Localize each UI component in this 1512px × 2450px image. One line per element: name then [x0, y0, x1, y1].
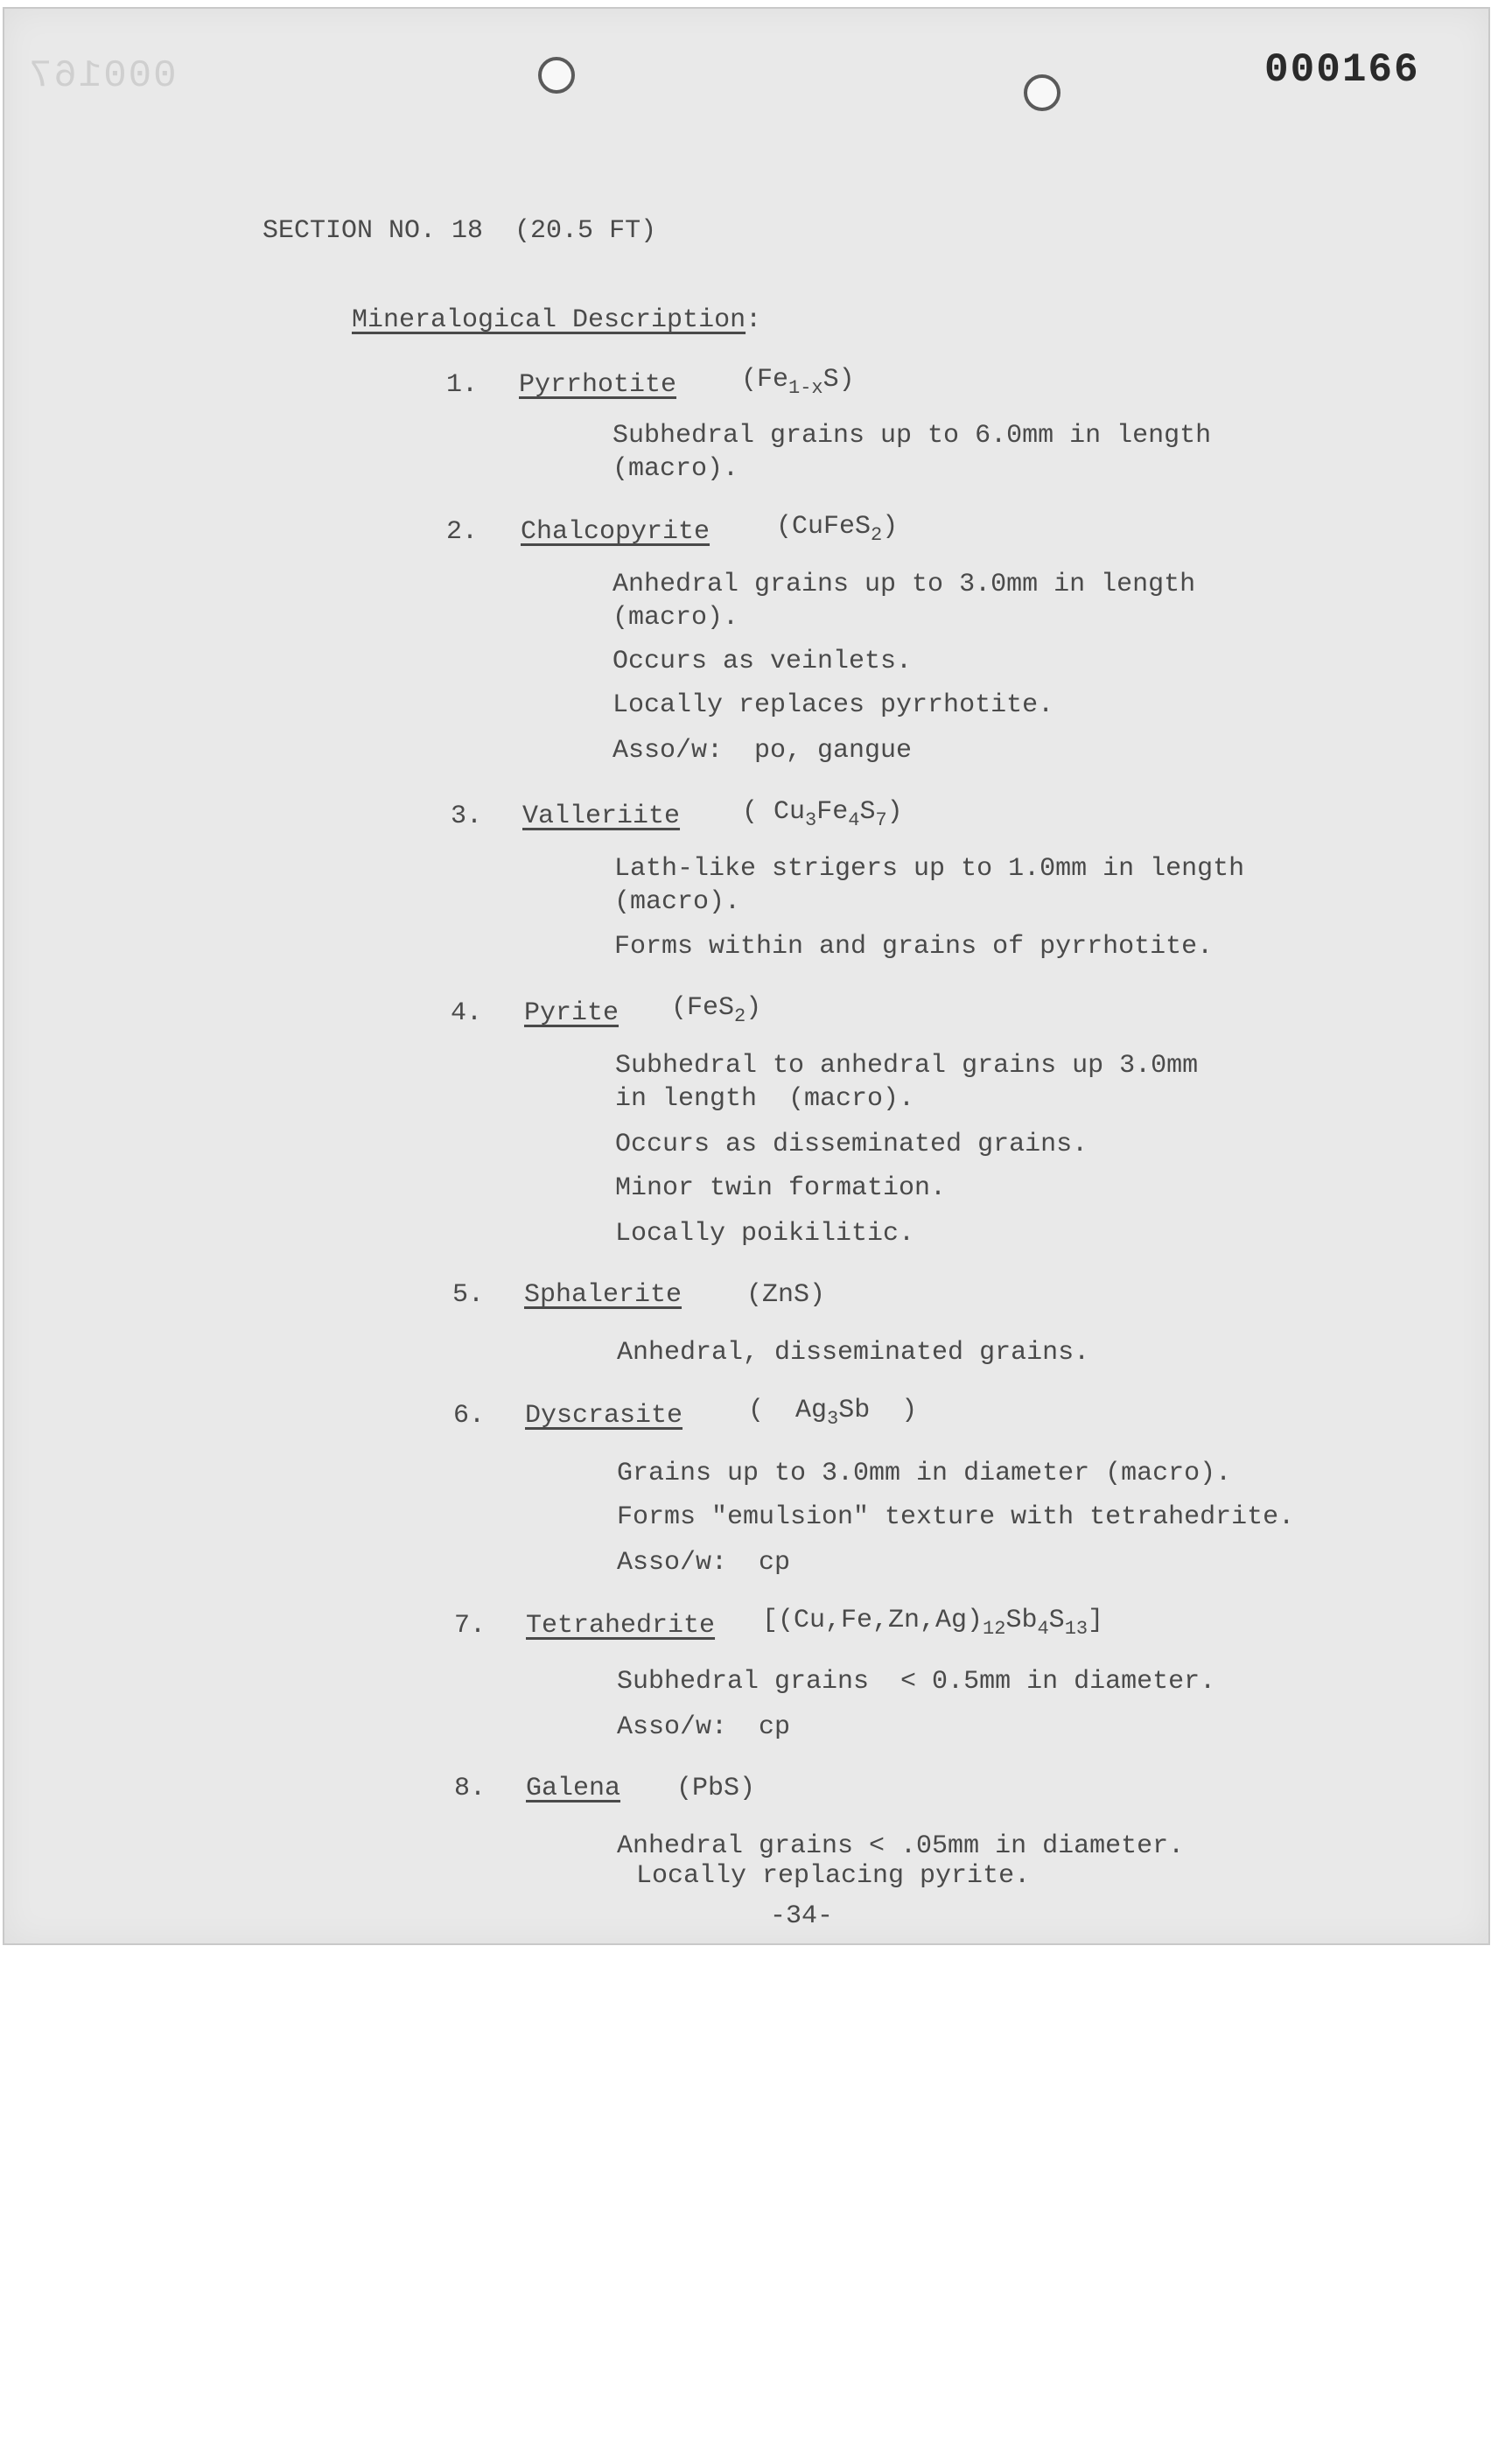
punch-hole-left — [538, 57, 575, 94]
mineral-4-line-3: Occurs as disseminated grains. — [615, 1130, 1088, 1159]
page-number: -34- — [770, 1901, 834, 1931]
mineral-3-name: Valleriite — [522, 802, 681, 831]
mineral-5-name: Sphalerite — [524, 1280, 682, 1310]
mineral-2-line-4: Locally replaces pyrrhotite. — [612, 690, 1054, 720]
mineral-1-number: 1. — [446, 370, 479, 400]
section-title: SECTION NO. 18 (20.5 FT) — [262, 216, 657, 246]
mineral-6-line-3: Asso/w: cp — [617, 1548, 791, 1578]
mineral-4-name: Pyrite — [524, 998, 620, 1028]
mineral-1-name: Pyrrhotite — [519, 370, 677, 400]
mineral-4-line-4: Minor twin formation. — [615, 1173, 947, 1203]
mineral-5-number: 5. — [452, 1280, 485, 1310]
mineral-8-line-2: Locally replacing pyrite. — [636, 1861, 1031, 1891]
mineral-4-line-1: Subhedral to anhedral grains up 3.0mm — [615, 1051, 1199, 1081]
mineral-4-line-2: in length (macro). — [615, 1084, 915, 1114]
mineral-1-formula: $(Fe_{1-x}S)$ — [741, 365, 855, 399]
document-number: 000166 — [1264, 47, 1420, 93]
mineral-3-line-2: (macro). — [614, 887, 741, 917]
mineral-2-number: 2. — [446, 517, 479, 547]
mineral-2-line-5: Asso/w: po, gangue — [612, 736, 913, 766]
heading-colon: : — [746, 305, 762, 335]
mineral-4-formula: (FeS$_2$) — [671, 993, 762, 1027]
mineral-3-number: 3. — [451, 802, 483, 831]
mineral-6-line-2: Forms "emulsion" texture with tetrahedrite. — [617, 1502, 1295, 1532]
mineral-7-name: Tetrahedrite — [526, 1611, 716, 1641]
mineral-7-number: 7. — [454, 1611, 486, 1641]
section-heading — [352, 304, 761, 336]
mineral-3-line-1: Lath-like strigers up to 1.0mm in length — [614, 854, 1245, 884]
mineral-2-name: Chalcopyrite — [521, 517, 710, 547]
mineral-2-formula: (CuFeS$_2$) — [776, 512, 899, 546]
mineral-3-formula: ( $Cu_3Fe_4S_7$) — [742, 797, 903, 831]
mineral-8-name: Galena — [526, 1774, 621, 1803]
mineral-5-formula: (ZnS) — [746, 1280, 826, 1310]
mineral-2-line-2: (macro). — [612, 603, 739, 633]
mineral-8-formula: (PbS) — [676, 1774, 756, 1803]
mineral-3-line-3: Forms within and grains of pyrrhotite. — [614, 932, 1214, 962]
mineral-8-line-1: Anhedral grains < .05mm in diameter. — [617, 1831, 1185, 1861]
mineral-7-line-1: Subhedral grains < 0.5mm in diameter. — [617, 1667, 1216, 1697]
mineral-2-line-1: Anhedral grains up to 3.0mm in length — [612, 570, 1196, 599]
mineral-4-number: 4. — [451, 998, 483, 1028]
mineral-6-line-1: Grains up to 3.0mm in diameter (macro). — [617, 1459, 1232, 1488]
mineral-7-formula: $[(Cu,Fe,Zn,Ag)_{12}Sb_4S_{13}]$ — [762, 1606, 1104, 1640]
bleed-through-number: 000167 — [27, 54, 177, 98]
heading-text: Mineralogical Description — [352, 305, 746, 335]
mineral-1-line-1: Subhedral grains up to 6.0mm in length — [612, 421, 1212, 451]
mineral-4-line-5: Locally poikilitic. — [615, 1219, 915, 1249]
document-page — [3, 7, 1490, 1945]
mineral-5-line-1: Anhedral, disseminated grains. — [617, 1338, 1090, 1368]
mineral-7-line-2: Asso/w: cp — [617, 1712, 791, 1742]
mineral-6-number: 6. — [453, 1401, 486, 1431]
mineral-6-formula: ( $Ag_3Sb$ ) — [748, 1396, 918, 1430]
mineral-1-line-2: (macro). — [612, 454, 739, 484]
punch-hole-right — [1024, 74, 1060, 111]
mineral-8-number: 8. — [454, 1774, 486, 1803]
mineral-6-name: Dyscrasite — [525, 1401, 683, 1431]
mineral-2-line-3: Occurs as veinlets. — [612, 647, 913, 676]
